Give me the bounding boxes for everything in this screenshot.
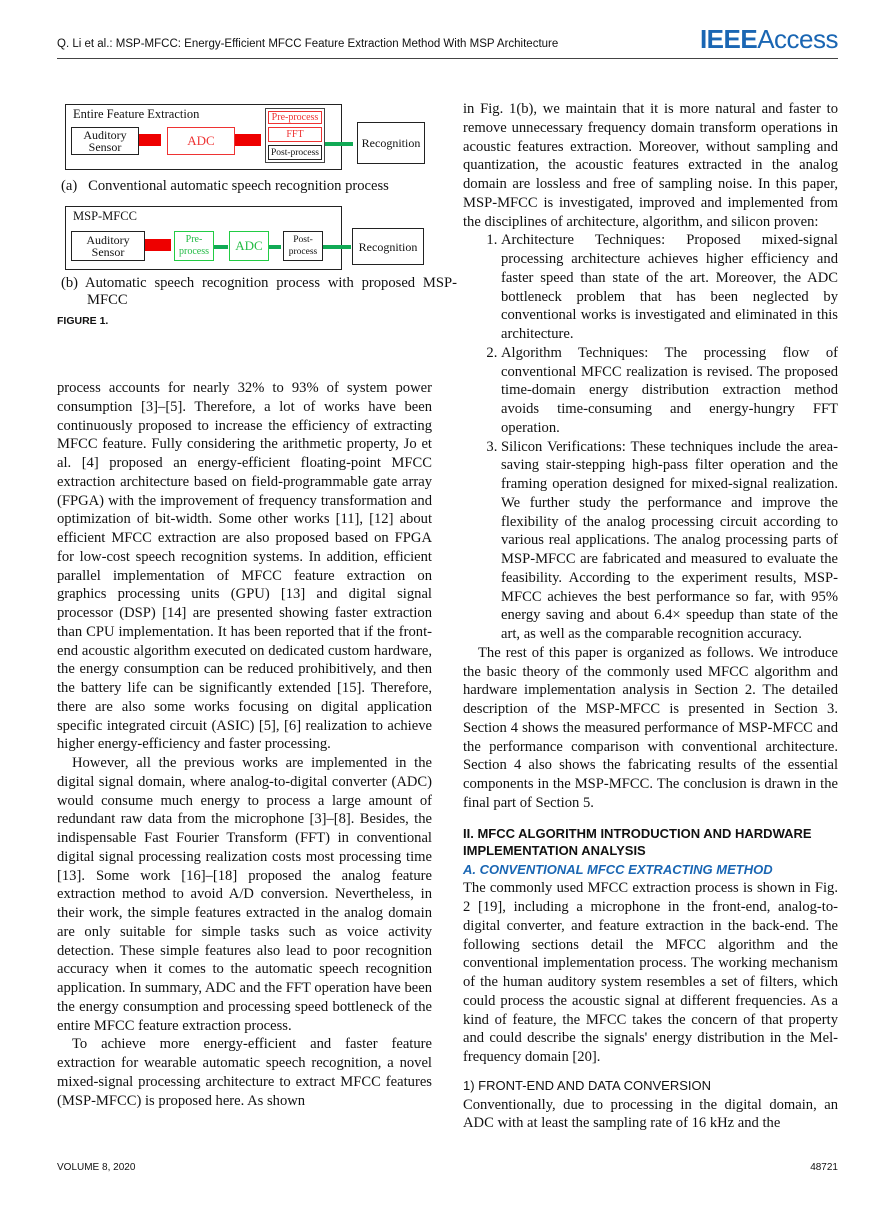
list-item: 2. Algorithm Techniques: The processing flow of conventional MFCC realization is revised. The proposed time-domain energy distribution extraction method avoids time-consuming and energy-hungry FFT operation. <box>501 344 838 438</box>
footer-page-number: 48721 <box>810 1162 838 1173</box>
paragraph: However, all the previous works are implemented in the digital signal domain, where analog-to-digital converter (ADC) would consume much energy to process a large amount of redundant raw data from the microphone [3]–[8]. Besides, the indispensable Fast Fourier Transform (FFT) in conventional digital signal processing realization costs most processing time [13]. Some work [16]–[18] proposed the analog feature extraction method to avoid A/D conversion. Nevertheless, in their work, the simple features extracted in the analog domain are only suitable for simple tasks such as voice activity detection. These simple features also lead to poor recognition accuracy when it comes to the automatic speech recognition application. In summary, ADC and the FFT operation have been the energy consumption and processing speed bottleneck of the entire MFCC feature extraction process. <box>57 755 432 1034</box>
running-header: Q. Li et al.: MSP-MFCC: Energy-Efficient MFCC Feature Extraction Method With MSP Architecture <box>57 38 559 50</box>
left-column <box>57 379 432 1110</box>
paragraph: process accounts for nearly 32% to 93% of system power consumption [3]–[5]. Therefore, a lot of works have been continuously proposed to increase the efficiency of extracting MFCC feature. Fully considering the arithmetic property, Jo et al. [4] proposed an energy-efficient floating-point MFCC extraction architecture based on field-programmable gate array (FPGA) with the improvement of frequency transformation and optimization of bit-width. Some other works [11], [12] about efficient MFCC extraction are also proposed based on FPGA for low-cost speech recognition systems. In addition, efficient parallel implementation of MFCC feature extraction on graphics processing units (GPU) [13] and digital signal processor (DSP) [14] are presented showing faster extraction than CPU implementation. It has been reported that if the front-end acoustic algorithm executed on dedicated custom hardware, the energy consumption can be reduced prohibitively, and then the battery life can be significantly extended [15]. Therefore, there are also some works focusing on digital application specific integrated circuit (ASIC) [5], [6] realization to achieve higher energy-efficiency and faster processing. <box>57 380 432 753</box>
adc-b: ADC <box>229 231 269 261</box>
paragraph: The rest of this paper is organized as follows. We introduce the basic theory of the commonly used MFCC algorithm and hardware implementation analysis in Section 2. The detailed description of the MSP-MFCC is presented in Section 3. Section 4 shows the measured performance of MSP-MFCC and the performance comparison with conventional architecture. Section 4 also shows the fabricating results of the essential components in the MSP-MFCC. The conclusion is drawn in the final part of Section 5. <box>463 644 838 811</box>
subsection-heading: A. CONVENTIONAL MFCC EXTRACTING METHOD <box>463 861 773 877</box>
list-item: 1. Architecture Techniques: Proposed mixed-signal processing architecture achieves higher efficiency and faster speed than state of the art. Moreover, the ADC bottleneck problem that has been neglected by conventional works is investigated and eliminated in this architecture. <box>501 231 838 344</box>
fft-a: FFT <box>268 127 322 142</box>
figure-label: FIGURE 1. <box>57 315 109 327</box>
paragraph: To achieve more energy-efficient and faster feature extraction for wearable automatic speech recognition, a novel mixed-signal processing architecture to extract MFCC features (MSP-MFCC) is proposed here. As shown <box>57 1036 432 1109</box>
subsubsection-heading: 1) FRONT-END AND DATA CONVERSION <box>463 1077 711 1093</box>
ieee-access-logo: IEEEAccess <box>699 24 838 54</box>
frame-a-label: Entire Feature Extraction <box>73 107 200 121</box>
paragraph: The commonly used MFCC extraction process is shown in Fig. 2 [19], including a microphone in the front-end, analog-to-digital converter, and feature extraction in the back-end. The following sections detail the MFCC algorithm and the conventional implementation process. The working mechanism of the human auditory system resembles a set of filters, which could process the acoustic signal at different frequencies. As a kind of feature, the MFCC takes the concern of that property and could describe the signals' energy distribution in the Mel-frequency domain [20]. <box>463 880 838 1065</box>
footer-volume: VOLUME 8, 2020 <box>57 1162 136 1173</box>
preprocess-b: Pre-process <box>174 231 214 261</box>
postprocess-a: Post-process <box>268 145 322 160</box>
right-column <box>463 100 838 1133</box>
caption-a: (a) Conventional automatic speech recognition process <box>61 178 389 194</box>
contribution-list <box>463 231 838 644</box>
figure-1 <box>57 100 457 330</box>
list-item: 3. Silicon Verifications: These techniques include the area-saving stair-stepping high-pass filter operation and the framing operation designed for mixed-signal realization. We further study the performance and improve the flexibility of the analog processing circuit according to various real applications. The analog processing parts of MSP-MFCC are fabricated and measured to evaluate the feasibility. According to the experiment results, MSP-MFCC achieves the best performance so far, with 95% energy saving and about 6.4× speedup than state of the art, as well as the comparable recognition accuracy. <box>501 438 838 644</box>
frame-b-label: MSP-MFCC <box>73 209 137 223</box>
header-rule <box>57 58 838 59</box>
recognition-a: Recognition <box>357 122 425 164</box>
paragraph: Conventionally, due to processing in the digital domain, an ADC with at least the sampling rate of 16 kHz and the <box>463 1096 838 1132</box>
caption-b: (b) Automatic speech recognition process with proposed MSP-MFCC <box>61 275 457 308</box>
section-heading: II. MFCC ALGORITHM INTRODUCTION AND HARDWARE IMPLEMENTATION ANALYSIS <box>463 825 812 858</box>
adc-a: ADC <box>167 127 235 155</box>
auditory-sensor-b: Auditory Sensor <box>71 231 145 261</box>
auditory-sensor-a: Auditory Sensor <box>71 127 139 155</box>
paragraph: in Fig. 1(b), we maintain that it is more natural and faster to remove unnecessary frequency domain transform operations in acoustic features extraction. Moreover, without sampling and quantization, the acoustic features extracted in the analog domain are lossless and free of sampling noise. In this paper, MSP-MFCC is investigated, improved and implemented from the disciplines of architecture, algorithm, and silicon proven: <box>463 101 838 230</box>
postprocess-b: Post-process <box>283 231 323 261</box>
recognition-b: Recognition <box>352 228 424 265</box>
preprocess-a: Pre-process <box>268 111 322 124</box>
